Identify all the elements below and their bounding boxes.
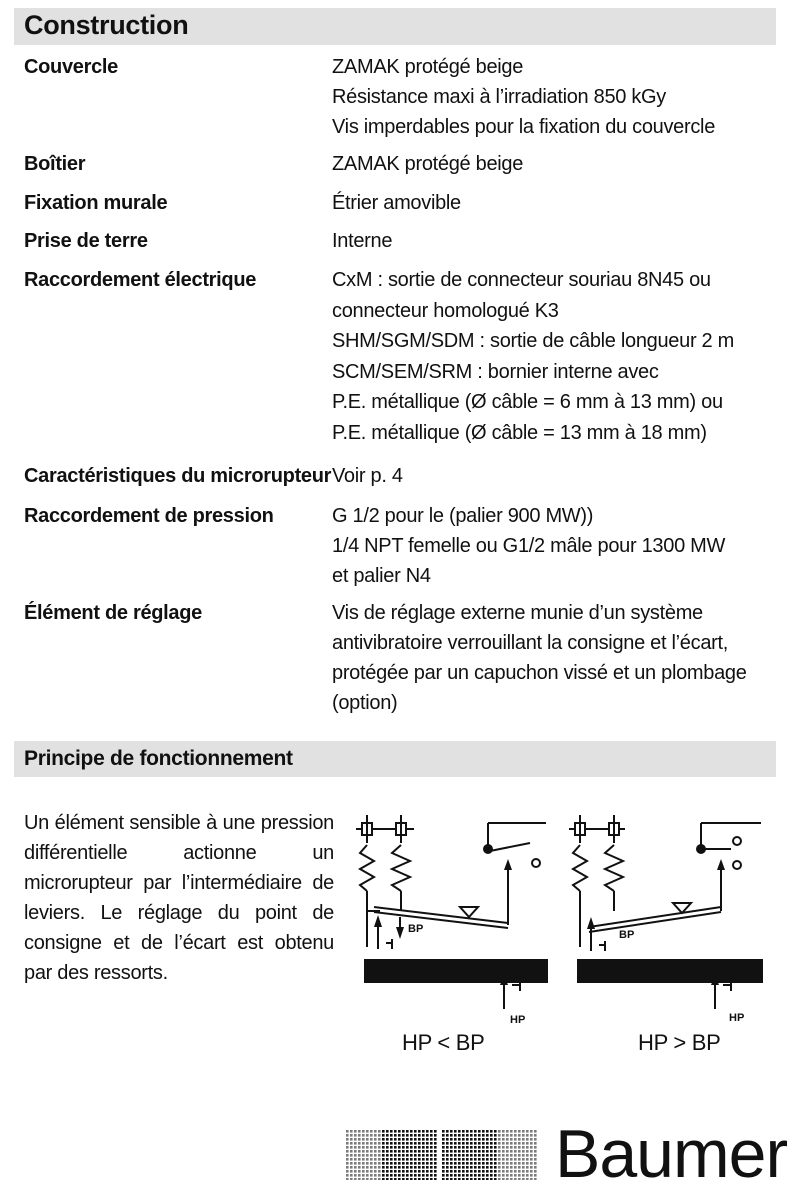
- diagram-caption-hp-lt-bp: HP < BP: [402, 1030, 485, 1055]
- bp-label: BP: [408, 923, 424, 935]
- spec-label: Caractéristiques du microrupteur: [24, 465, 332, 487]
- spec-values: [332, 501, 725, 591]
- spec-value: P.E. métallique (Ø câble = 13 mm à 18 mm): [332, 421, 707, 444]
- spec-value: connecteur homologué K3: [332, 299, 559, 322]
- spec-value: P.E. métallique (Ø câble = 6 mm à 13 mm) ou: [332, 391, 723, 413]
- spec-label: Raccordement électrique: [24, 269, 257, 291]
- bp-label: BP: [619, 929, 635, 941]
- hp-label: HP: [729, 1012, 745, 1024]
- spec-label: Fixation murale: [24, 192, 168, 214]
- spec-value: ZAMAK protégé beige: [332, 56, 524, 78]
- principe-header: [14, 741, 776, 777]
- spec-value: antivibratoire verrouillant la consigne et l’écart,: [332, 632, 729, 654]
- spec-value: SCM/SEM/SRM : bornier interne avec: [332, 360, 659, 383]
- hp-label: HP: [510, 1014, 526, 1026]
- spec-label: Couvercle: [24, 56, 119, 78]
- construction-title: Construction: [24, 10, 189, 40]
- spec-values: [332, 52, 715, 142]
- logo-dot-pattern-icon: [346, 1130, 542, 1180]
- spec-label: Boîtier: [24, 153, 86, 175]
- spec-values: [332, 265, 734, 448]
- spec-value: protégée par un capuchon vissé et un plombage: [332, 662, 747, 684]
- spec-value: Interne: [332, 230, 393, 252]
- spec-value: Vis de réglage externe munie d’un système: [332, 602, 703, 624]
- principe-title: Principe de fonctionnement: [24, 747, 293, 770]
- spec-value: Étrier amovible: [332, 192, 461, 214]
- spec-values: [332, 461, 403, 491]
- spec-value: (option): [332, 692, 398, 714]
- spec-value: ZAMAK protégé beige: [332, 153, 524, 175]
- baumer-logo: Baumer: [555, 1116, 788, 1192]
- spec-value: G 1/2 pour le (palier 900 MW)): [332, 505, 594, 527]
- spec-value: Vis imperdables pour la fixation du couvercle: [332, 116, 716, 138]
- spec-values: [332, 149, 523, 179]
- spec-value: Résistance maxi à l’irradiation 850 kGy: [332, 86, 667, 108]
- construction-header: [14, 8, 776, 45]
- spec-label: Raccordement de pression: [24, 505, 274, 527]
- spec-values: [332, 598, 747, 718]
- spec-value: et palier N4: [332, 565, 431, 587]
- diagram-caption-hp-gt-bp: HP > BP: [638, 1030, 721, 1055]
- spec-value: 1/4 NPT femelle ou G1/2 mâle pour 1300 MW: [332, 535, 726, 557]
- spec-value: Voir p. 4: [332, 465, 403, 487]
- spec-label: Prise de terre: [24, 230, 148, 252]
- spec-values: [332, 188, 461, 218]
- principe-description: Un élément sensible à une pression différentielle actionne un microrupteur par l’intermédiaire de leviers. Le réglage du point de consigne et de l’écart est obtenu par des ressorts.: [24, 812, 334, 984]
- spec-value: CxM : sortie de connecteur souriau 8N45 ou: [332, 269, 711, 291]
- pressure-diagram-hp-lt-bp: [350, 815, 550, 1026]
- spec-value: SHM/SGM/SDM : sortie de câble longueur 2 m: [332, 330, 735, 352]
- spec-values: [332, 226, 392, 256]
- pressure-diagram-hp-gt-bp: [565, 815, 765, 1024]
- spec-label: Élément de réglage: [24, 602, 202, 624]
